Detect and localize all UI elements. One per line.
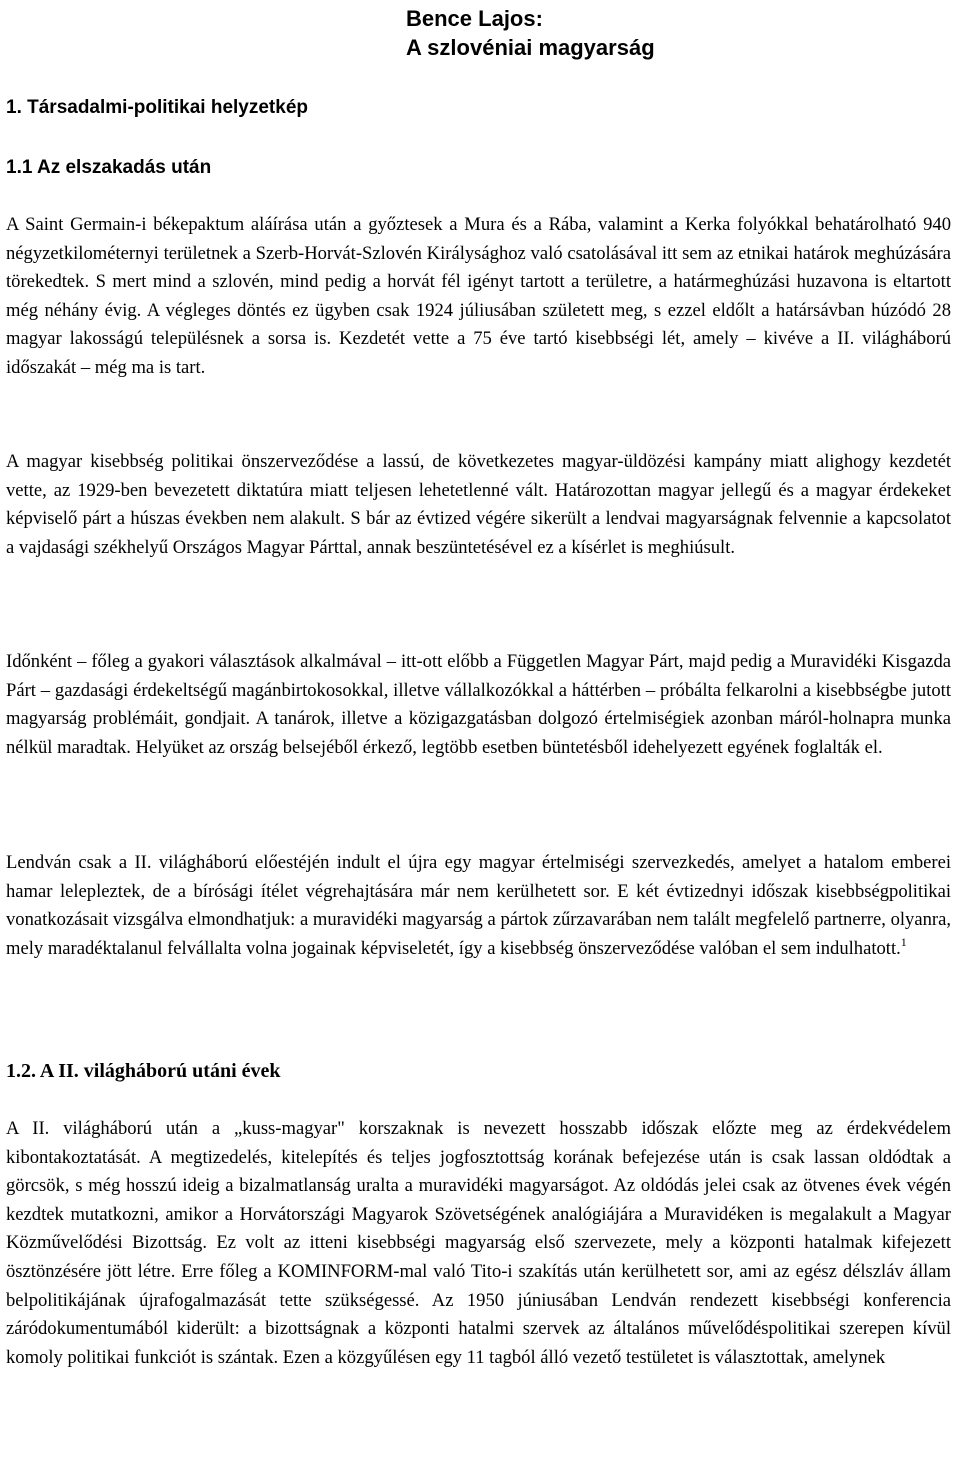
paragraph-2: A magyar kisebbség politikai önszerveződése a lassú, de következetes magyar-üldözési kampány miatt alighogy kezdetét vette, az 1929-ben bevezetett diktatúra miatt teljesen lehetetlenné vált. Határozottan magyar jellegű és a magyar érdekeket képviselő párt a húszas években nem alakult. S bár az évtized végére sikerült a lendvai magyarságnak felvennie a kapcsolatot a vajdasági székhelyű Országos Magyar Párttal, annak beszüntetésével ez a kísérlet is meghiúsult. bbox=[6, 451, 951, 558]
paragraph-3: Időnként – főleg a gyakori választások alkalmával – itt-ott előbb a Független Magyar Párt, majd pedig a Muravidéki Kisgazda Párt – gazdasági érdekeltségű magánbirtokosokkal, illetve vállalkozókkal a háttérben – próbálta felkarolni a kisebbségbe jutott magyarság problémáit, gondjait. A tanárok, illetve a közigazgatásban dolgozó értelmiségiek azonban máról-holnapra munka nélkül maradtak. Helyüket az ország belsejéből érkező, legtöbb esetben büntetésből idehelyezett egyének foglalták el. bbox=[6, 651, 951, 758]
paragraph-4-text: Lendván csak a II. világháború előestéjén indult el újra egy magyar értelmiségi szervezkedés, amelyet a hatalom emberei hamar lelepleztek, de a bírósági ítélet végrehajtására már nem kerülhetett sor. E két évtizednyi időszak kisebbségpolitikai vonatkozásait vizsgálva elmondhatjuk: a muravidéki magyarság a pártok zűrzavarában nem talált megfelelő partnerre, olyanra, mely maradéktalanul felvállalta volna jogainak képviseletét, így a kisebbség önszerveződése valóban el sem indulhatott. bbox=[6, 852, 951, 959]
section-heading-1-1: 1.1 Az elszakadás után bbox=[6, 157, 212, 178]
paragraph-4 bbox=[6, 849, 951, 963]
section-heading-1: 1. Társadalmi-politikai helyzetkép bbox=[6, 97, 308, 118]
document-title bbox=[406, 4, 655, 62]
title-line: A szlovéniai magyarság bbox=[406, 35, 655, 60]
section-heading-1-2: 1.2. A II. világháború utáni évek bbox=[6, 1060, 281, 1082]
paragraph-5: A II. világháború után a „kuss-magyar" korszaknak is nevezett hosszabb időszak előzte meg az érdekvédelem kibontakoztatását. A megtizedelés, kitelepítés és teljes jogfosztottság korának befejezése után is csak lassan oldódtak a görcsök, s még hosszú ideig a bizalmatlanság uralta a muravidéki magyarságot. Az oldódás jelei csak az ötvenes évek végén kezdtek mutatkozni, amikor a Horvátországi Magyarok Szövetségének analógiájára a Muravidéken is megalakult a Magyar Közművelődési Bizottság. Ez volt az itteni kisebbségi magyarság első szervezete, mely a központi hatalmak kifejezett ösztönzésére jött létre. Erre főleg a KOMINFORM-mal való Tito-i szakítás után kerülhetett sor, ami az egész délszláv állam belpolitikájának újrafogalmazását tette szükségessé. Az 1950 júniusában Lendván rendezett kisebbségi konferencia záródokumentumából kiderült: a bizottságnak a központi hatalmi szervek az általános művelődéspolitikai szerepen kívül komoly politikai funkciót is szántak. Ezen a közgyűlésen egy 11 tagból álló vezető testületet is választottak, amelynek bbox=[6, 1118, 951, 1368]
paragraph-1: A Saint Germain-i békepaktum aláírása után a győztesek a Mura és a Rába, valamint a Kerka folyókkal behatárolható 940 négyzetkilométernyi területnek a Szerb-Horvát-Szlovén Királysághoz való csatolásával itt sem az etnikai határok meghúzására törekedtek. S mert mind a szlovén, mind pedig a horvát fél igényt tartott a területre, a határmeghúzási huzavona is eltartott még néhány évig. A végleges döntés ez ügyben csak 1924 júliusában született meg, s ezzel eldőlt a határsávban húzódó 28 magyar lakosságú településnek a sorsa is. Kezdetét vette a 75 éve tartó kisebbségi lét, amely – kivéve a II. világháború időszakát – még ma is tart. bbox=[6, 214, 951, 378]
author-line: Bence Lajos: bbox=[406, 6, 543, 31]
footnote-marker[interactable]: 1 bbox=[900, 934, 907, 949]
